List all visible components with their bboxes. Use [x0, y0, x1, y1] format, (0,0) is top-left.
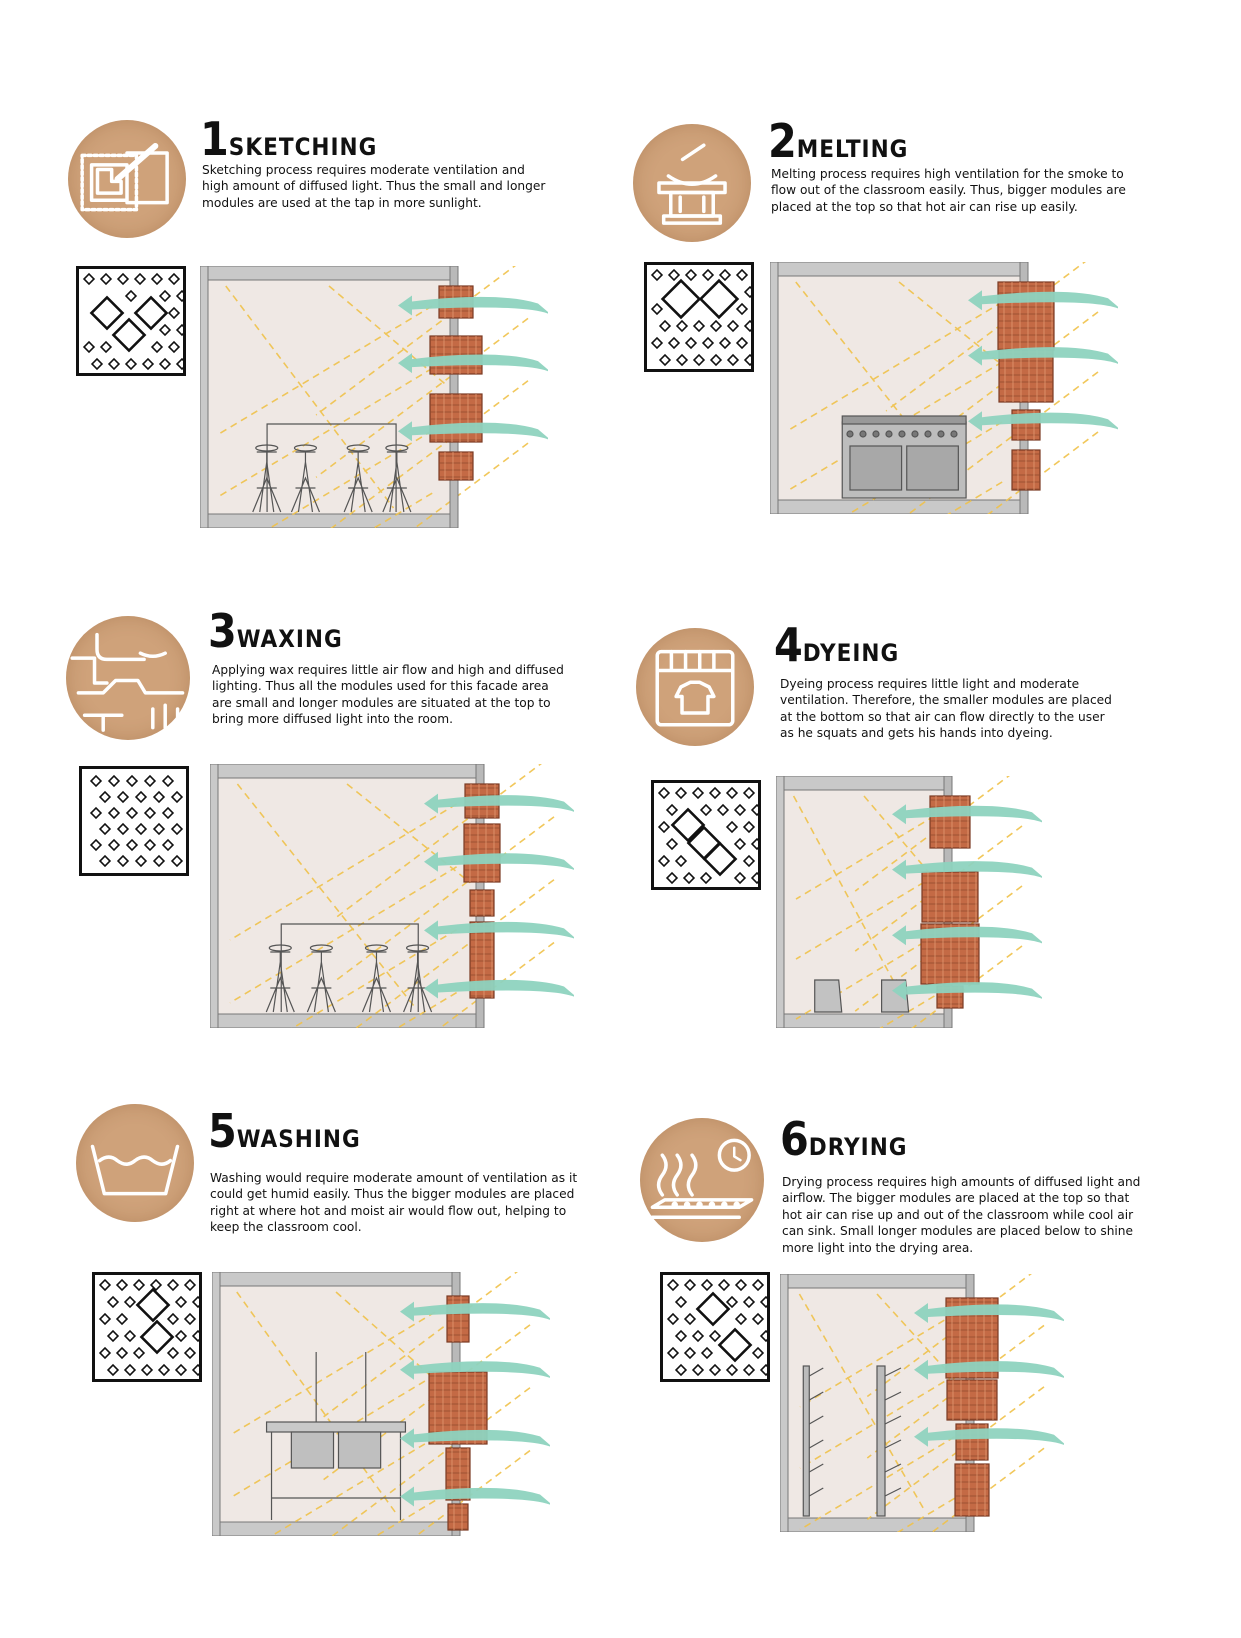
step-description: [212, 662, 612, 728]
step-title: [200, 112, 377, 166]
step-description: [771, 166, 1171, 215]
description-line: airflow. The bigger modules are placed at the top so that: [782, 1191, 1130, 1206]
step-number: 3: [208, 604, 235, 658]
step-name: WASHING: [236, 1125, 361, 1153]
facade-module: [947, 1380, 997, 1420]
module-pattern-diamonds: [663, 1275, 767, 1379]
dye-tshirt-icon: [636, 628, 754, 746]
module-pattern-diamonds: [82, 769, 186, 873]
description-line: lighting. Thus all the modules used for this facade area: [212, 679, 549, 694]
section-drawing: [780, 1274, 1064, 1532]
description-line: modules are used at the tap in more sunlight.: [202, 195, 482, 210]
drying-icon-badge: [640, 1118, 764, 1242]
step-title: [208, 1104, 361, 1158]
dyeing-icon-badge: [636, 628, 754, 746]
description-line: keep the classroom cool.: [210, 1220, 362, 1235]
module-pattern-diamonds: [654, 783, 758, 887]
module-pattern: [79, 766, 189, 876]
step-number: 1: [200, 112, 227, 166]
section-drawing: [770, 262, 1118, 514]
step-name: SKETCHING: [228, 133, 378, 161]
drying-steam-icon: [640, 1118, 764, 1242]
step-description: [202, 162, 602, 211]
step-number: 4: [774, 618, 801, 672]
step-description: [780, 676, 1180, 742]
module-pattern: [660, 1272, 770, 1382]
facade-module: [430, 394, 482, 442]
module-pattern-diamonds: [647, 265, 751, 369]
sketch-icon: [68, 120, 186, 238]
section-drawing: [210, 764, 574, 1028]
description-line: Melting process requires high ventilation for the smoke to: [771, 167, 1124, 181]
step-description: [782, 1174, 1182, 1256]
step-number: 5: [208, 1104, 235, 1158]
description-line: Dyeing process requires little light and moderate: [780, 677, 1080, 691]
description-line: placed at the top so that hot air can rise up easily.: [771, 199, 1078, 214]
description-line: Washing would require moderate amount of ventilation as it: [210, 1171, 578, 1185]
module-pattern: [92, 1272, 202, 1382]
description-line: right at where hot and moist air would flow out, helping to: [210, 1203, 567, 1218]
section-drawing: [212, 1272, 550, 1536]
module-pattern: [644, 262, 754, 372]
step-title: [768, 114, 908, 168]
washing-icon-badge: [76, 1104, 194, 1222]
description-line: as he squats and gets his hands into dyeing.: [780, 726, 1053, 741]
sketching-icon-badge: [68, 120, 186, 238]
classroom-section: [780, 1274, 1064, 1532]
description-line: bring more diffused light into the room.: [212, 712, 453, 727]
description-line: Drying process requires high amounts of diffused light and: [782, 1175, 1141, 1189]
module-pattern-diamonds: [79, 269, 183, 373]
step-description: [210, 1170, 610, 1236]
facade-module: [464, 824, 500, 882]
description-line: more light into the drying area.: [782, 1240, 974, 1255]
description-line: ventilation. Therefore, the smaller modules are placed: [780, 693, 1112, 708]
description-line: Applying wax requires little air flow and high and diffused: [212, 663, 564, 677]
description-line: high amount of diffused light. Thus the small and longer: [202, 179, 546, 194]
description-line: hot air can rise up and out of the classroom while cool air: [782, 1207, 1134, 1222]
step-name: DYEING: [802, 639, 900, 667]
description-line: could get humid easily. Thus the bigger modules are placed: [210, 1187, 575, 1202]
step-name: DRYING: [808, 1133, 908, 1161]
description-line: at the bottom so that air can flow directly to the user: [780, 709, 1105, 724]
classroom-section: [212, 1272, 550, 1536]
description-line: are small and longer modules are situated at the top to: [212, 695, 551, 710]
module-pattern-diamonds: [95, 1275, 199, 1379]
facade-module: [955, 1464, 989, 1516]
module-pattern: [76, 266, 186, 376]
melting-icon-badge: [633, 124, 751, 242]
wash-tub-icon: [76, 1104, 194, 1222]
section-drawing: [200, 266, 548, 528]
classroom-section: [210, 764, 574, 1028]
waxing-icon-badge: [66, 616, 190, 740]
wax-drip-icon: [66, 616, 190, 740]
classroom-section: [776, 776, 1042, 1028]
step-title: [780, 1112, 908, 1166]
description-line: flow out of the classroom easily. Thus, bigger modules are: [771, 183, 1126, 198]
classroom-section: [200, 266, 548, 528]
module-pattern: [651, 780, 761, 890]
step-number: 6: [780, 1112, 807, 1166]
step-number: 2: [768, 114, 795, 168]
description-line: Sketching process requires moderate ventilation and: [202, 163, 525, 177]
step-name: WAXING: [236, 625, 343, 653]
melting-pot-icon: [633, 124, 751, 242]
step-title: [774, 618, 899, 672]
step-title: [208, 604, 343, 658]
section-drawing: [776, 776, 1042, 1028]
step-name: MELTING: [796, 135, 909, 163]
description-line: can sink. Small longer modules are placed below to shine: [782, 1224, 1134, 1239]
classroom-section: [770, 262, 1118, 514]
